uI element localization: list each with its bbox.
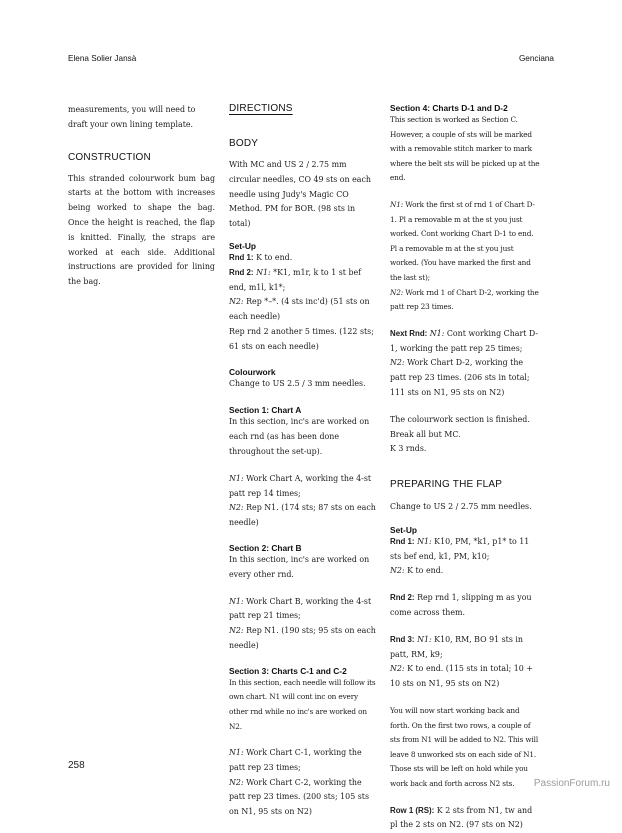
flap-rnd1-label: Rnd 1: xyxy=(390,536,415,546)
construction-heading: CONSTRUCTION xyxy=(68,151,151,163)
section1-n2-label: N2: xyxy=(229,503,244,513)
section1-n2-text: Rep N1. (174 sts; 87 sts on each needle) xyxy=(229,503,376,528)
section2-n1-text: Work Chart B, working the 4-st patt rep 21 times; xyxy=(229,596,372,621)
section1-instructions xyxy=(229,472,378,531)
construction-text: This stranded colourwork bum bag starts at the bottom with increases being worked to shape the bag. Once the height is reached, the flap is knitted. Finally, the straps are worked at each side. Additional instructions are provided for lining the bag. xyxy=(68,173,215,287)
flap-rnd2-text: Rep rnd 1, slipping m as you come across them. xyxy=(390,593,532,618)
section4-n2-label: N2: xyxy=(390,287,404,297)
section3-n2-text: Work Chart C-2, working the patt rep 23 times. (200 sts; 105 sts on N1, 95 sts on N2) xyxy=(229,777,369,817)
next-rnd-n2-label: N2: xyxy=(390,358,405,368)
row1-text: K 2 sts from N1, tw and pl the 2 sts on N2. (97 sts on N2) xyxy=(390,805,533,830)
row1-label: Row 1 (RS): xyxy=(390,805,435,815)
flap-rnd3-n2-text: K to end. (115 sts in total; 10 + 10 sts on N1, 95 sts on N2) xyxy=(390,664,533,689)
rnd2-n2-label: N2: xyxy=(229,297,244,307)
rnd2-n1-label: N1: xyxy=(256,267,271,277)
rnd2-n2-text: Rep *–*. (4 sts inc'd) (51 sts on each needle) xyxy=(229,297,370,322)
body-heading: BODY xyxy=(229,138,259,149)
section4-n2-text: Work rnd 1 of Chart D-2, working the patt rep 23 times. xyxy=(390,287,539,312)
section3-n2-label: N2: xyxy=(229,777,244,787)
section4-intro: This section is worked as Section C. However, a couple of sts will be marked with a removable stitch marker to mark where the belt sts will be picked up at the end. xyxy=(390,115,540,183)
rnd2-label: Rnd 2: xyxy=(229,267,254,277)
column-2 xyxy=(229,103,378,820)
body-intro: With MC and US 2 / 2.75 mm circular needles, CO 49 sts on each needle using Judy's Magic CO Method. PM for BOR. (98 sts in total) xyxy=(229,160,372,229)
section3-intro: In this section, each needle will follow its own chart. N1 will cont inc on every other rnd while no inc's are worked on N2. xyxy=(229,677,376,731)
section2-n1-label: N1: xyxy=(229,596,244,606)
section2-n2-label: N2: xyxy=(229,626,244,636)
section4-n1-label: N1: xyxy=(390,199,404,209)
intro-continuation: measurements, you will need to draft your own lining template. xyxy=(68,105,196,129)
section3-n1-label: N1: xyxy=(229,748,244,758)
section3-n1-text: Work Chart C-1, working the patt rep 23 times; xyxy=(229,748,362,772)
section4-heading: Section 4: Charts D-1 and D-2 xyxy=(390,103,508,113)
back-and-forth-text: You will now start working back and forth. On the first two rows, a couple of sts from N1 will be added to N2. This will leave 8 unworked sts on each side of N1. Those sts will be left on hold while you work back and forth across N2 sts. xyxy=(390,706,539,789)
column-3 xyxy=(390,103,540,833)
section2-instructions xyxy=(229,595,378,654)
flap-rnd1-instruction xyxy=(390,535,540,579)
rnd2-instruction xyxy=(229,266,378,325)
row1-instruction xyxy=(390,804,540,833)
watermark: PassionForum.ru xyxy=(533,778,610,789)
flap-rnd3-n1-text: K10, RM, BO 91 sts in patt, RM, k9; xyxy=(390,634,524,659)
section1-intro: In this section, inc's are worked on each rnd (as has been done throughout the set-up). xyxy=(229,417,370,456)
section2-intro: In this section, inc's are worked on every other rnd. xyxy=(229,554,370,579)
rnd1-instruction xyxy=(229,251,378,266)
finish-text: The colourwork section is finished. Break all but MC. xyxy=(390,414,530,439)
section3-heading: Section 3: Charts C-1 and C-2 xyxy=(229,665,347,676)
next-rnd-n2-text: Work Chart D-2, working the patt rep 23 times. (206 sts in total; 111 sts on N1, 95 sts on N2) xyxy=(390,358,530,397)
colourwork-heading: Colourwork xyxy=(229,366,276,377)
page-number: 258 xyxy=(68,760,85,771)
colourwork-finished-text xyxy=(390,413,540,457)
rnd1-label: Rnd 1: xyxy=(229,252,254,262)
preparing-flap-heading: PREPARING THE FLAP xyxy=(390,479,503,491)
rnd1-text: K to end. xyxy=(256,252,293,262)
section2-n2-text: Rep N1. (190 sts; 95 sts on each needle) xyxy=(229,626,376,650)
header-pattern-name: Genciana xyxy=(518,54,554,63)
flap-rnd3-n1-label: N1: xyxy=(417,634,432,644)
section1-n1-label: N1: xyxy=(229,473,244,483)
flap-setup-heading: Set-Up xyxy=(390,524,417,535)
flap-rnd2-instruction xyxy=(390,591,540,621)
next-rnd-n1-label: N1: xyxy=(429,328,445,338)
next-rnd-n1-text: Cont working Chart D-1, working the patt rep 25 times; xyxy=(390,328,539,353)
section4-n1-text: Work the first st of rnd 1 of Chart D-1. Pl a removable m at the st you just worked. Cont working Chart D-1 to end. Pl a removable m at the st you just worked. (You have marked the first and the last st); xyxy=(390,199,535,282)
flap-rnd3-n2-label: N2: xyxy=(390,664,405,674)
section1-n1-text: Work Chart A, working the 4-st patt rep 14 times; xyxy=(229,473,372,498)
flap-rnd1-n2-text: K to end. xyxy=(407,566,444,576)
section4-instructions xyxy=(390,198,540,315)
flap-rnd2-label: Rnd 2: xyxy=(390,593,415,603)
directions-heading: DIRECTIONS xyxy=(229,103,293,114)
next-rnd-label: Next Rnd: xyxy=(390,328,428,338)
section1-heading: Section 1: Chart A xyxy=(229,405,302,416)
next-rnd-instruction xyxy=(390,327,540,401)
flap-rnd1-n1-text: K10, PM, *k1, p1* to 11 sts bef end, k1, PM, k10; xyxy=(390,536,530,561)
rnd2-n1-text: *K1, m1r, k to 1 st bef end, m1l, k1*; xyxy=(229,267,362,292)
header-designer: Elena Solier Jansà xyxy=(68,54,137,63)
k3-rnds-text: K 3 rnds. xyxy=(390,444,427,454)
flap-rnd1-n1-label: N1: xyxy=(417,536,432,546)
flap-rnd1-n2-label: N2: xyxy=(390,566,405,576)
rep-instruction: Rep rnd 2 another 5 times. (122 sts; 61 sts on each needle) xyxy=(229,326,374,351)
flap-rnd3-instruction xyxy=(390,633,540,692)
column-1 xyxy=(68,103,215,290)
section2-heading: Section 2: Chart B xyxy=(229,542,302,553)
flap-rnd3-label: Rnd 3: xyxy=(390,634,415,644)
colourwork-text: Change to US 2.5 / 3 mm needles. xyxy=(229,378,366,388)
section3-instructions xyxy=(229,746,378,820)
flap-intro: Change to US 2 / 2.75 mm needles. xyxy=(390,502,532,512)
setup-heading: Set-Up xyxy=(229,240,256,251)
